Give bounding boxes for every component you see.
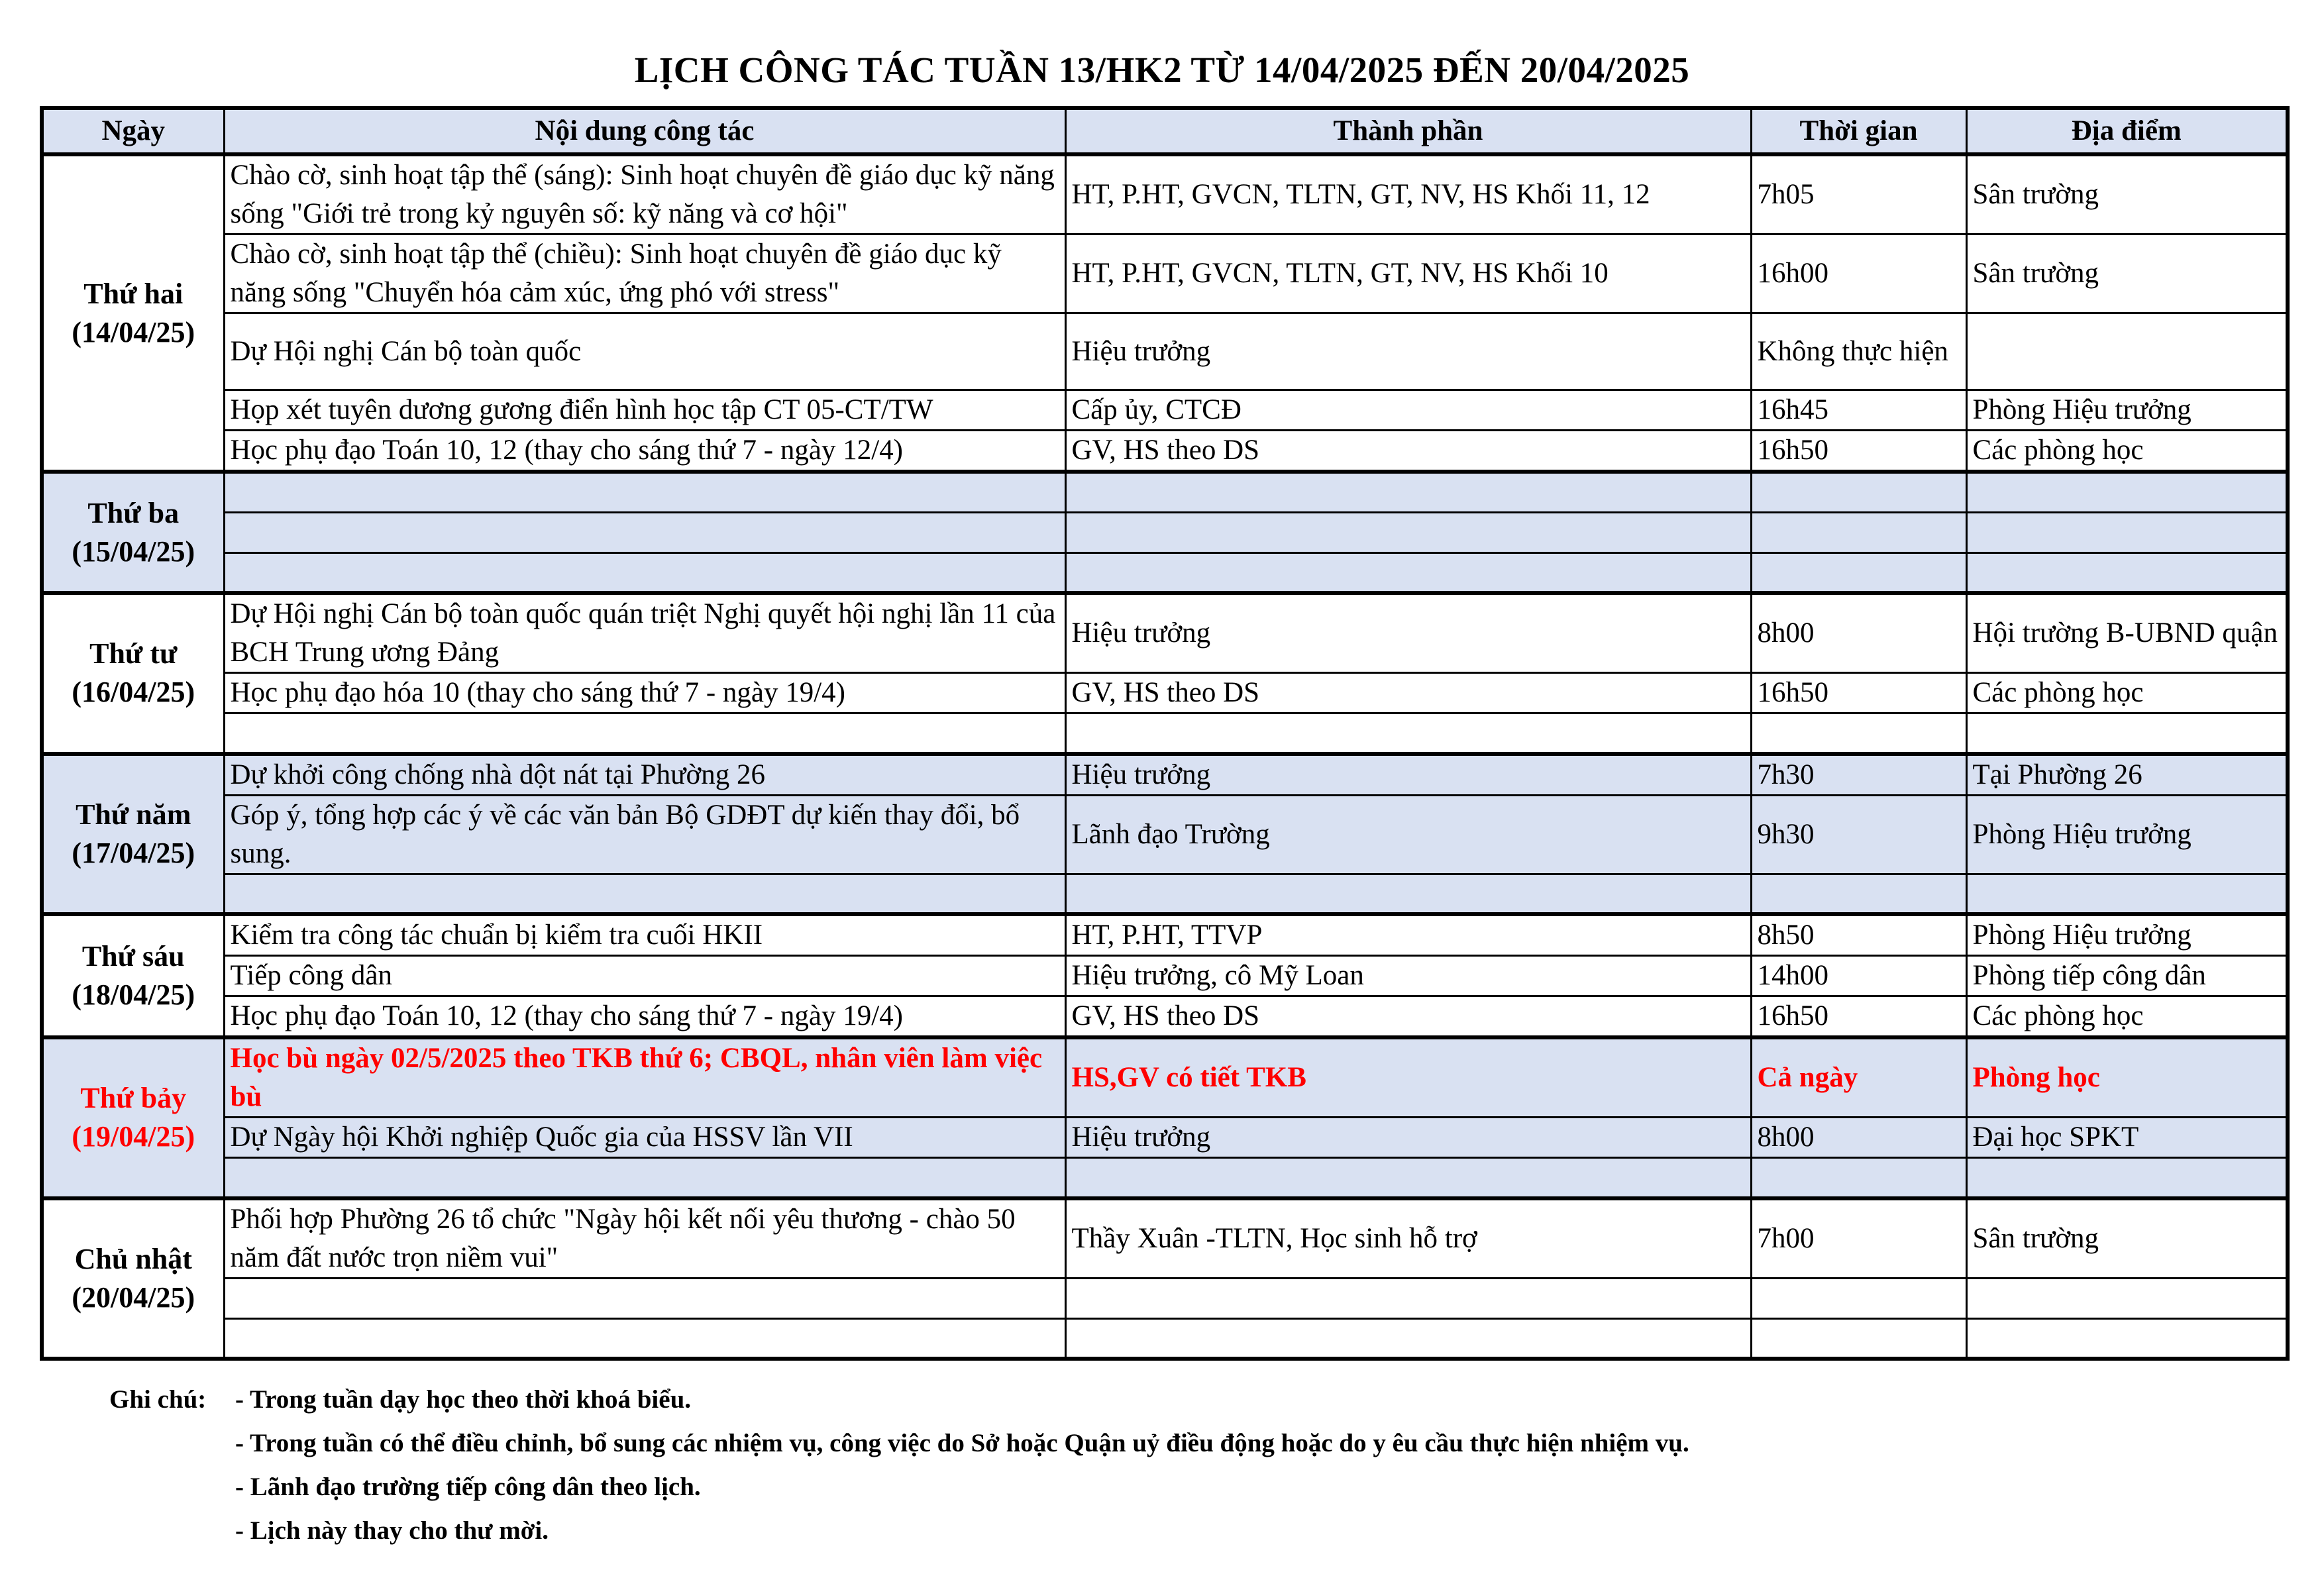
place-cell: Sân trường xyxy=(1966,1198,2288,1279)
header-content: Nội dung công tác xyxy=(224,108,1065,154)
place-cell xyxy=(1966,472,2288,512)
table-row xyxy=(42,593,2288,673)
content-cell xyxy=(224,713,1065,754)
place-cell: Phòng Hiệu trưởng xyxy=(1966,390,2288,431)
time-cell: 16h50 xyxy=(1751,996,1966,1038)
members-cell: HS,GV có tiết TKB xyxy=(1065,1037,1751,1118)
content-cell: Dự Ngày hội Khởi nghiệp Quốc gia của HSSV lần VII xyxy=(224,1118,1065,1158)
table-row xyxy=(42,472,2288,512)
place-cell: Phòng tiếp công dân xyxy=(1966,956,2288,996)
day-name: Thứ ba xyxy=(87,496,180,529)
table-row xyxy=(42,795,2288,874)
time-cell xyxy=(1751,512,1966,552)
time-cell: 7h00 xyxy=(1751,1198,1966,1279)
content-cell: Dự Hội nghị Cán bộ toàn quốc quán triệt Nghị quyết hội nghị lần 11 của BCH Trung ương Đảng xyxy=(224,593,1065,673)
content-cell xyxy=(224,552,1065,593)
time-cell: 9h30 xyxy=(1751,795,1966,874)
table-row xyxy=(42,956,2288,996)
time-cell: 16h50 xyxy=(1751,431,1966,472)
day-cell xyxy=(42,1198,224,1359)
day-name: Thứ tư xyxy=(89,637,178,670)
members-cell xyxy=(1065,1278,1751,1318)
notes-list xyxy=(109,1378,1689,1553)
day-date: (16/04/25) xyxy=(72,676,195,709)
day-cell xyxy=(42,593,224,754)
table-row xyxy=(42,1198,2288,1279)
place-cell xyxy=(1966,552,2288,593)
time-cell xyxy=(1751,472,1966,512)
day-name: Thứ năm xyxy=(76,798,191,831)
members-cell xyxy=(1065,1318,1751,1359)
table-row xyxy=(42,431,2288,472)
time-cell: 7h05 xyxy=(1751,154,1966,235)
place-cell: Các phòng học xyxy=(1966,996,2288,1038)
time-cell: 14h00 xyxy=(1751,956,1966,996)
place-cell: Phòng Hiệu trưởng xyxy=(1966,914,2288,956)
content-cell: Chào cờ, sinh hoạt tập thể (sáng): Sinh hoạt chuyên đề giáo dục kỹ năng sống "Giới trẻ trong kỷ nguyên số: kỹ năng và cơ hội" xyxy=(224,154,1065,235)
notes-label: Ghi chú: xyxy=(109,1385,207,1414)
header-day: Ngày xyxy=(42,108,224,154)
day-date: (17/04/25) xyxy=(72,836,195,869)
place-cell xyxy=(1966,313,2288,390)
place-cell xyxy=(1966,1278,2288,1318)
members-cell: Thầy Xuân -TLTN, Học sinh hỗ trợ xyxy=(1065,1198,1751,1279)
table-row xyxy=(42,754,2288,796)
time-cell xyxy=(1751,713,1966,754)
place-cell: Phòng Hiệu trưởng xyxy=(1966,795,2288,874)
members-cell: Hiệu trưởng xyxy=(1065,593,1751,673)
members-cell xyxy=(1065,552,1751,593)
members-cell: HT, P.HT, TTVP xyxy=(1065,914,1751,956)
members-cell: Hiệu trưởng xyxy=(1065,313,1751,390)
members-cell: GV, HS theo DS xyxy=(1065,673,1751,713)
place-cell: Tại Phường 26 xyxy=(1966,754,2288,796)
members-cell: Cấp ủy, CTCĐ xyxy=(1065,390,1751,431)
header-time: Thời gian xyxy=(1751,108,1966,154)
time-cell: 16h45 xyxy=(1751,390,1966,431)
content-cell xyxy=(224,1158,1065,1198)
note-item: - Lãnh đạo trường tiếp công dân theo lịch. xyxy=(235,1473,701,1501)
content-cell: Học phụ đạo Toán 10, 12 (thay cho sáng thứ 7 - ngày 12/4) xyxy=(224,431,1065,472)
time-cell: 16h00 xyxy=(1751,235,1966,313)
day-date: (15/04/25) xyxy=(72,535,195,568)
note-item: - Trong tuần có thể điều chỉnh, bổ sung các nhiệm vụ, công việc do Sở hoặc Quận uỷ điều động hoặc do y êu cầu thực hiện nhiệm vụ. xyxy=(235,1429,1689,1457)
day-name: Thứ bảy xyxy=(80,1082,187,1115)
content-cell: Học bù ngày 02/5/2025 theo TKB thứ 6; CBQL, nhân viên làm việc bù xyxy=(224,1037,1065,1118)
day-cell xyxy=(42,154,224,472)
content-cell: Phối hợp Phường 26 tổ chức "Ngày hội kết nối yêu thương - chào 50 năm đất nước trọn niềm vui" xyxy=(224,1198,1065,1279)
table-row xyxy=(42,996,2288,1038)
content-cell: Học phụ đạo Toán 10, 12 (thay cho sáng thứ 7 - ngày 19/4) xyxy=(224,996,1065,1038)
time-cell: 8h50 xyxy=(1751,914,1966,956)
time-cell: 8h00 xyxy=(1751,1118,1966,1158)
content-cell xyxy=(224,512,1065,552)
place-cell: Hội trường B-UBND quận xyxy=(1966,593,2288,673)
content-cell xyxy=(224,1318,1065,1359)
members-cell: Lãnh đạo Trường xyxy=(1065,795,1751,874)
time-cell: Không thực hiện xyxy=(1751,313,1966,390)
content-cell: Học phụ đạo hóa 10 (thay cho sáng thứ 7 - ngày 19/4) xyxy=(224,673,1065,713)
content-cell xyxy=(224,1278,1065,1318)
members-cell: Hiệu trưởng xyxy=(1065,754,1751,796)
table-row xyxy=(42,874,2288,914)
members-cell: HT, P.HT, GVCN, TLTN, GT, NV, HS Khối 11, 12 xyxy=(1065,154,1751,235)
table-row xyxy=(42,313,2288,390)
time-cell xyxy=(1751,1278,1966,1318)
content-cell: Kiểm tra công tác chuẩn bị kiểm tra cuối HKII xyxy=(224,914,1065,956)
members-cell: Hiệu trưởng xyxy=(1065,1118,1751,1158)
place-cell: Các phòng học xyxy=(1966,431,2288,472)
place-cell xyxy=(1966,512,2288,552)
table-row xyxy=(42,713,2288,754)
day-cell xyxy=(42,1037,224,1198)
time-cell: 7h30 xyxy=(1751,754,1966,796)
members-cell xyxy=(1065,874,1751,914)
header-place: Địa điểm xyxy=(1966,108,2288,154)
members-cell xyxy=(1065,713,1751,754)
place-cell: Các phòng học xyxy=(1966,673,2288,713)
content-cell: Họp xét tuyên dương gương điển hình học tập CT 05-CT/TW xyxy=(224,390,1065,431)
table-row xyxy=(42,1278,2288,1318)
table-row xyxy=(42,512,2288,552)
table-row xyxy=(42,552,2288,593)
place-cell: Phòng học xyxy=(1966,1037,2288,1118)
table-row xyxy=(42,154,2288,235)
note-item: - Lịch này thay cho thư mời. xyxy=(235,1516,549,1545)
time-cell: Cả ngày xyxy=(1751,1037,1966,1118)
day-date: (19/04/25) xyxy=(72,1120,195,1153)
table-row xyxy=(42,1158,2288,1198)
time-cell xyxy=(1751,552,1966,593)
header-row xyxy=(42,108,2288,154)
table-row xyxy=(42,1318,2288,1359)
content-cell: Dự khởi công chống nhà dột nát tại Phường 26 xyxy=(224,754,1065,796)
content-cell: Chào cờ, sinh hoạt tập thể (chiều): Sinh hoạt chuyên đề giáo dục kỹ năng sống "Chuyển hóa cảm xúc, ứng phó với stress" xyxy=(224,235,1065,313)
page-title: LỊCH CÔNG TÁC TUẦN 13/HK2 TỪ 14/04/2025 ĐẾN 20/04/2025 xyxy=(634,50,1690,90)
day-cell xyxy=(42,472,224,593)
members-cell: GV, HS theo DS xyxy=(1065,996,1751,1038)
content-cell xyxy=(224,472,1065,512)
time-cell xyxy=(1751,1318,1966,1359)
schedule-table xyxy=(40,106,2290,1361)
place-cell xyxy=(1966,1158,2288,1198)
day-date: (14/04/25) xyxy=(72,315,195,348)
content-cell xyxy=(224,874,1065,914)
place-cell: Đại học SPKT xyxy=(1966,1118,2288,1158)
members-cell xyxy=(1065,512,1751,552)
members-cell xyxy=(1065,1158,1751,1198)
members-cell: Hiệu trưởng, cô Mỹ Loan xyxy=(1065,956,1751,996)
schedule-body xyxy=(42,154,2288,1359)
table-row xyxy=(42,673,2288,713)
members-cell xyxy=(1065,472,1751,512)
members-cell: GV, HS theo DS xyxy=(1065,431,1751,472)
place-cell xyxy=(1966,874,2288,914)
place-cell xyxy=(1966,1318,2288,1359)
content-cell: Dự Hội nghị Cán bộ toàn quốc xyxy=(224,313,1065,390)
content-cell: Góp ý, tổng hợp các ý về các văn bản Bộ GDĐT dự kiến thay đổi, bổ sung. xyxy=(224,795,1065,874)
time-cell xyxy=(1751,874,1966,914)
day-date: (18/04/25) xyxy=(72,978,195,1011)
content-cell: Tiếp công dân xyxy=(224,956,1065,996)
day-cell xyxy=(42,754,224,915)
day-name: Thứ hai xyxy=(83,277,184,310)
members-cell: HT, P.HT, GVCN, TLTN, GT, NV, HS Khối 10 xyxy=(1065,235,1751,313)
time-cell: 8h00 xyxy=(1751,593,1966,673)
day-cell xyxy=(42,914,224,1037)
time-cell: 16h50 xyxy=(1751,673,1966,713)
time-cell xyxy=(1751,1158,1966,1198)
table-row xyxy=(42,390,2288,431)
note-item: - Trong tuần dạy học theo thời khoá biểu. xyxy=(235,1385,692,1414)
day-name: Thứ sáu xyxy=(81,940,185,972)
day-name: Chủ nhật xyxy=(74,1242,192,1275)
header-members: Thành phần xyxy=(1065,108,1751,154)
place-cell xyxy=(1966,713,2288,754)
place-cell: Sân trường xyxy=(1966,154,2288,235)
table-row xyxy=(42,1118,2288,1158)
notes xyxy=(109,1378,1689,1553)
place-cell: Sân trường xyxy=(1966,235,2288,313)
day-date: (20/04/25) xyxy=(72,1281,195,1314)
table-row xyxy=(42,1037,2288,1118)
table-row xyxy=(42,914,2288,956)
table-row xyxy=(42,235,2288,313)
